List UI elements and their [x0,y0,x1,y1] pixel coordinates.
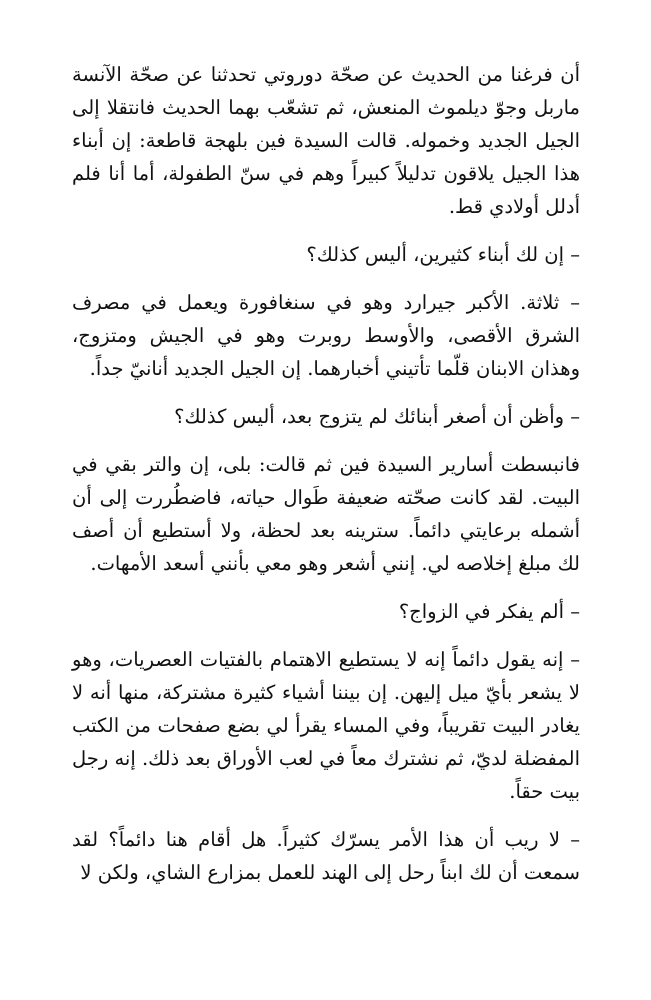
paragraph-dialogue-1: – إن لك أبناء كثيرين، أليس كذلك؟ [306,243,580,266]
paragraph-dialogue-5: – إنه يقول دائماً إنه لا يستطيع الاهتمام بالفتيات العصريات، وهو لا يشعر بأيّ ميل إليهن. إن بيننا أشياء كثيرة مشتركة، منها أنه لا يغادر البيت تقريباً، وفي المساء يقرأ لي بضع صفحات من الكتب المفضلة لديّ، ثم نشترك معاً في لعب الأوراق بعد ذلك. إنه رجل بيت حقاً. [72,648,580,803]
paragraph-dialogue-3: – وأظن أن أصغر أبنائك لم يتزوج بعد، أليس كذلك؟ [174,405,580,428]
book-page [72,58,580,904]
paragraph-narration-2: فانبسطت أسارير السيدة فين ثم قالت: بلى، إن والتر بقي في البيت. لقد كانت صحّته ضعيفة طَوال حياته، فاضطُررت إلى أن أشمله برعايتي دائماً. سترينه بعد لحظة، ولا أستطيع أن أصف لك مبلغ إخلاصه لي. إنني أشعر وهو معي بأنني أسعد الأمهات. [72,453,580,575]
paragraph-dialogue-6: – لا ريب أن هذا الأمر يسرّك كثيراً. هل أقام هنا دائماً؟ لقد سمعت أن لك ابناً رحل إلى الهند للعمل بمزارع الشاي، ولكن لا [72,828,580,884]
paragraph-narration-1: أن فرغنا من الحديث عن صحّة دوروتي تحدثنا عن صحّة الآنسة ماربل وجوّ ديلموث المنعش، ثم تشعّب بهما الحديث فانتقلا إلى الجيل الجديد وخموله. قالت السيدة فين بلهجة قاطعة: إن أبناء هذا الجيل يلاقون تدليلاً كبيراً وهم في سنّ الطفولة، أما أنا فلم أدلل أولادي قط. [72,63,580,218]
paragraph-dialogue-2: – ثلاثة. الأكبر جيرارد وهو في سنغافورة ويعمل في مصرف الشرق الأقصى، والأوسط روبرت وهو في الجيش ومتزوج، وهذان الابنان قلّما تأتيني أخبارهما. إن الجيل الجديد أنانيّ جداً. [72,291,580,380]
paragraph-dialogue-4: – ألم يفكر في الزواج؟ [398,600,580,623]
